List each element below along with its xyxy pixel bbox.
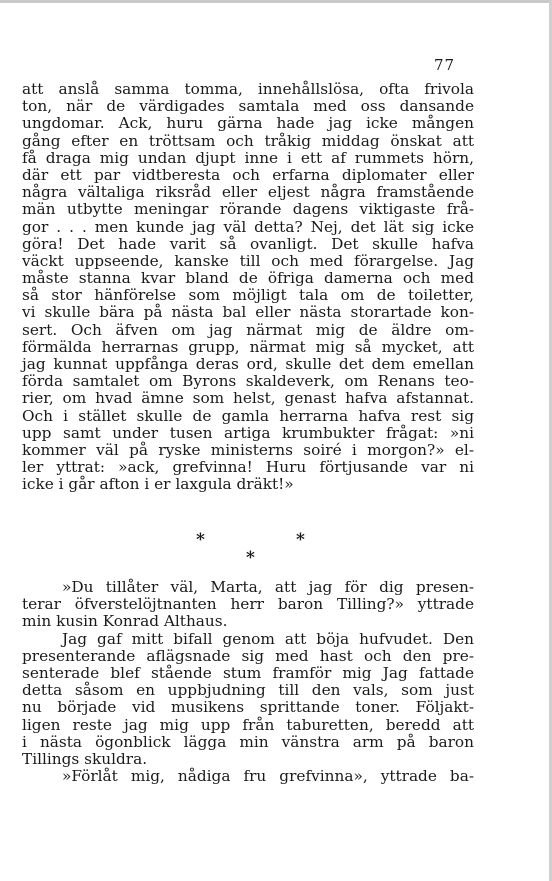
text-line: ton, när de värdigades samtala med oss dansande	[22, 97, 474, 116]
text-line: få draga mig undan djupt inne i ett af rummets hörn,	[22, 148, 474, 167]
text-line: gor . . . men kunde jag väl detta? Nej, det lät sig icke	[22, 217, 474, 236]
text-line: jag kunnat uppfånga deras ord, skulle det dem emellan	[22, 355, 474, 373]
asterisk: *	[196, 530, 205, 550]
text-line: senterade blef stående stum framför mig Jag fattade	[22, 663, 474, 682]
text-line: män utbytte meningar rörande dagens viktigaste frå-	[22, 200, 474, 219]
text-line: några vältaliga riksråd eller eljest några framstående	[22, 183, 474, 202]
text-line: ligen reste jag mig upp från taburetten, beredd att	[22, 715, 474, 734]
text-line: måste stanna kvar bland de öfriga damerna och med	[22, 269, 474, 288]
paragraph-4	[22, 768, 474, 785]
text-line: rier, om hvad ämne som helst, genast hafva afstannat.	[22, 389, 474, 408]
text-line: sert. Och äfven om jag närmat mig de äldre om-	[22, 320, 474, 339]
text-line: Och i stället skulle de gamla herrarna hafva rest sig	[22, 406, 474, 425]
text-line: »Du tillåter väl, Marta, att jag för dig presen-	[62, 578, 474, 596]
text-line: min kusin Konrad Althaus.	[22, 612, 228, 631]
text-line: i nästa ögonblick lägga min vänstra arm på baron	[22, 732, 474, 751]
text-line: ler yttrat: »ack, grefvinna! Huru förtjusande var ni	[22, 458, 474, 477]
text-line: gång efter en tröttsam och tråkig middag önskat att	[22, 131, 474, 150]
text-line: så stor hänförelse som möjligt tala om de toiletter,	[22, 286, 474, 305]
text-line: vi skulle bära på nästa bal eller nästa storartade kon-	[22, 303, 474, 322]
text-line: detta såsom en uppbjudning till den vals, som just	[22, 681, 474, 700]
section-break-asterism	[190, 530, 320, 570]
text-line: väckt uppseende, kanske till och med förargelse. Jag	[22, 251, 474, 270]
page-number: 77	[434, 56, 456, 74]
paragraph-2	[22, 579, 474, 631]
text-line: Jag gaf mitt bifall genom att böja hufvudet. Den	[62, 629, 474, 648]
text-line: terar öfverstelöjtnanten herr baron Tilling?» yttrade	[22, 595, 474, 614]
text-line: att anslå samma tomma, innehållslösa, ofta frivola	[22, 80, 474, 98]
paragraphs-after-break	[22, 579, 474, 785]
paragraph-1	[22, 81, 474, 494]
text-line: »Förlåt mig, nådiga fru grefvinna», yttrade ba-	[62, 767, 474, 786]
text-line: förda samtalet om Byrons skaldeverk, om Renans teo-	[22, 372, 474, 391]
text-line: icke i går afton i er laxgula dräkt!»	[22, 475, 294, 494]
text-line: där ett par vidtberesta och erfarna diplomater eller	[22, 165, 474, 184]
page-top-edge	[0, 0, 552, 3]
paragraph-3	[22, 631, 474, 769]
text-line: presenterande aflägsnade sig med hast och den pre-	[22, 646, 474, 665]
text-line: nu började vid musikens sprittande toner. Följakt-	[22, 698, 474, 717]
text-line: Tillings skuldra.	[22, 749, 148, 768]
text-line: upp samt under tusen artiga krumbukter frågat: »ni	[22, 423, 474, 442]
asterisk: *	[296, 530, 305, 550]
text-line: kommer väl på ryske ministerns soiré i morgon?» el-	[22, 440, 474, 459]
text-line: ungdomar. Ack, huru gärna hade jag icke mången	[22, 114, 474, 133]
text-line: förmälda herrarnas grupp, närmat mig så mycket, att	[22, 337, 474, 356]
text-line: göra! Det hade varit så ovanligt. Det skulle hafva	[22, 234, 474, 253]
asterisk: *	[246, 548, 255, 568]
